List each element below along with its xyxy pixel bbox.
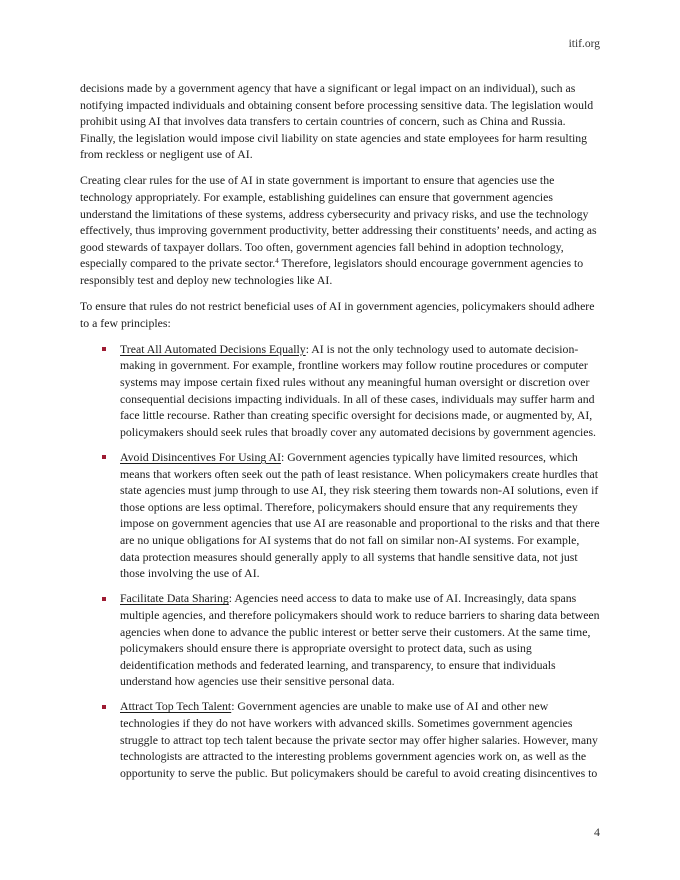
paragraph-legislation: decisions made by a government agency that have a significant or legal impact on an individual), such as notifying impacted individuals and obtaining consent before processing sensitive data. The legislation would prohibit using AI that involves data transfers to certain countries of concern, such as China and Russia. Finally, the legislation would impose civil liability on state agencies and state employees for harm resulting from reckless or negligent use of AI. bbox=[80, 81, 594, 162]
list-item bbox=[80, 698, 600, 781]
principle-text: : Government agencies are unable to make use of AI and other new technologies if they do not have workers with advanced skills. Sometimes government agencies struggle to attract top tech talent because the private sector may offer higher salaries. However, many technologists are attracted to the interesting problems government agencies work on, as well as the opportunity to serve the public. But policymakers should be careful to avoid creating disincentives to bbox=[120, 699, 598, 780]
list-item bbox=[80, 341, 600, 441]
principle-text: : Agencies need access to data to make use of AI. Increasingly, data spans multiple agencies, and therefore policymakers should work to reduce barriers to sharing data between agencies when done to advance the public interest or better serve their customers. At the same time, policymakers should ensure there is appropriate oversight to protect data, such as using deidentification methods and federated learning, and transparency, to ensure that individuals understand how agencies use their sensitive personal data. bbox=[120, 591, 600, 689]
list-item bbox=[80, 590, 600, 690]
principle-term: Attract Top Tech Talent bbox=[120, 699, 232, 714]
principles-list bbox=[80, 341, 600, 782]
principle-term: Avoid Disincentives For Using AI bbox=[120, 449, 281, 464]
list-item bbox=[80, 449, 600, 582]
bullet-square-icon bbox=[102, 597, 106, 601]
page-number: 4 bbox=[594, 825, 600, 839]
principle-text: : AI is not the only technology used to automate decision-making in government. For example, frontline workers may follow routine procedures or computer systems may impose certain fixed rules without any meaningful human oversight or discretion over consequential decisions impacting individuals. In all of these cases, individuals may suffer harm and face little recourse. Rather than creating specific oversight for decisions made, or augmented by, AI, policymakers should seek rules that broadly cover any automated decisions by government agencies. bbox=[120, 341, 596, 439]
footnote-reference[interactable]: 4 bbox=[275, 257, 279, 266]
principle-term: Treat All Automated Decisions Equally bbox=[120, 341, 306, 356]
document-body bbox=[80, 80, 600, 790]
paragraph-clear-rules bbox=[80, 172, 600, 288]
paragraph-text: Creating clear rules for the use of AI in state government is important to ensure that agencies use the technology appropriately. For example, establishing guidelines can ensure that government agencies understand the limitations of these systems, address cybersecurity and privacy risks, and use the technology effectively, thus improving government productivity, better addressing their constituents’ needs, and acting as good stewards of taxpayer dollars. Too often, government agencies fall behind in adoption technology, especially compared to the private sector. bbox=[80, 173, 597, 271]
bullet-square-icon bbox=[102, 455, 106, 459]
principle-text: : Government agencies typically have limited resources, which means that workers often seek out the path of least resistance. When policymakers create hurdles that state agencies must jump through to use AI, they risk steering them towards non-AI solutions, even if those options are less optimal. Therefore, policymakers should ensure that any requirements they impose on government agencies that use AI are reasonable and proportional to the risks and that there are no unique obligations for AI systems that do not fall on similar non-AI systems. For example, data protection measures should generally apply to all systems that handle sensitive data, not just those involving the use of AI. bbox=[120, 449, 600, 581]
paragraph-principles-intro: To ensure that rules do not restrict beneficial uses of AI in government agencies, policymakers should adhere to a few principles: bbox=[80, 299, 595, 330]
principle-term: Facilitate Data Sharing bbox=[120, 591, 229, 606]
bullet-square-icon bbox=[102, 705, 106, 709]
site-header: itif.org bbox=[568, 38, 600, 50]
paragraph-text: Therefore, legislators should encourage government agencies to responsibly test and deploy new technologies like AI. bbox=[80, 256, 584, 288]
bullet-square-icon bbox=[102, 347, 106, 351]
